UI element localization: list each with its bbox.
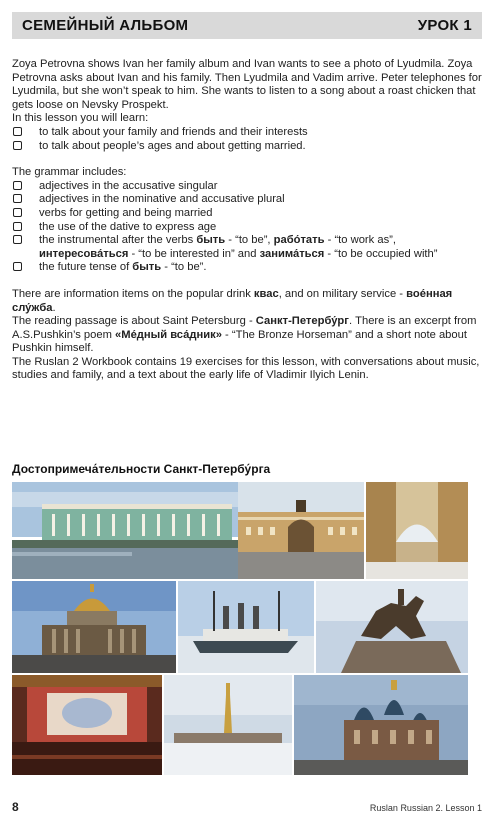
learn-item: to talk about people’s ages and about getting married.	[12, 140, 482, 154]
learn-heading: In this lesson you will learn:	[12, 112, 149, 125]
grammar-item-instrumental: the instrumental after the verbs быть - “to be”, рабо́тать - “to work as”, интересова́ться - “to be interested in” and занима́ться - “to be occupied with”	[12, 234, 482, 261]
bronze-horseman-photo	[316, 581, 468, 673]
st-isaacs-cathedral-photo	[12, 581, 176, 673]
checkbox-icon	[13, 208, 22, 217]
grammar-item: adjectives in the nominative and accusative plural	[12, 193, 482, 207]
book-title-footer: Ruslan Russian 2. Lesson 1	[369, 803, 482, 813]
learn-list	[12, 126, 482, 153]
grammar-item: adjectives in the accusative singular	[12, 180, 482, 194]
grammar-item-future: the future tense of быть - “to be”.	[12, 261, 482, 275]
winter-palace-photo	[12, 482, 238, 579]
checkbox-icon	[13, 141, 22, 150]
checkbox-icon	[13, 127, 22, 136]
workbook-paragraph: The Ruslan 2 Workbook contains 19 exercises for this lesson, with conversations about music, studies and family, and a text about the early life of Vladimir Ilyich Lenin.	[12, 355, 480, 382]
intro-paragraph: Zoya Petrovna shows Ivan her family album and Ivan wants to see a photo of Lyudmila. Zoya Petrovna asks about Ivan and his family. Then Lyudmila and Vadim arrive. Peter telephones for Lyudmila, but she won’t speak to him. She wants to listen to a song about a roast chicken that gets loose on Nevsky Prospekt.	[12, 58, 482, 111]
church-of-savior-on-blood-photo	[294, 675, 468, 775]
grammar-section	[12, 166, 482, 275]
reading-paragraph: The reading passage is about Saint Petersburg - Санкт-Петербу́рг. There is an excerpt from A.S.Pushkin’s poem «Ме́дный вса́дник» - “The Bronze Horseman” and a short note about Pushkin himself.	[12, 315, 477, 355]
header-title: СЕМЕЙНЫЙ АЛЬБОМ	[22, 17, 189, 34]
checkbox-icon	[13, 222, 22, 231]
header-lesson-number: УРОК 1	[417, 17, 472, 34]
grammar-list	[12, 180, 482, 275]
lesson-content	[12, 58, 482, 383]
page-number: 8	[12, 800, 19, 814]
checkbox-icon	[13, 235, 22, 244]
grammar-item: verbs for getting and being married	[12, 207, 482, 221]
street-arch-photo	[366, 482, 468, 579]
theatre-interior-photo	[12, 675, 162, 775]
checkbox-icon	[13, 262, 22, 271]
learn-section	[12, 112, 482, 153]
grammar-heading: The grammar includes:	[12, 166, 127, 179]
grammar-item: the use of the dative to express age	[12, 221, 482, 235]
aurora-cruiser-photo	[178, 581, 314, 673]
peter-paul-fortress-photo	[164, 675, 292, 775]
info-paragraph: There are information items on the popular drink квас, and on military service - вое́нная слу́жба.	[12, 287, 453, 314]
learn-item: to talk about your family and friends and their interests	[12, 126, 482, 140]
general-staff-arch-photo	[238, 482, 364, 579]
lesson-header-bar	[12, 12, 482, 39]
checkbox-icon	[13, 181, 22, 190]
gallery-title: Достопримеча́тельности Санкт-Петербу́рга	[12, 462, 271, 476]
checkbox-icon	[13, 194, 22, 203]
